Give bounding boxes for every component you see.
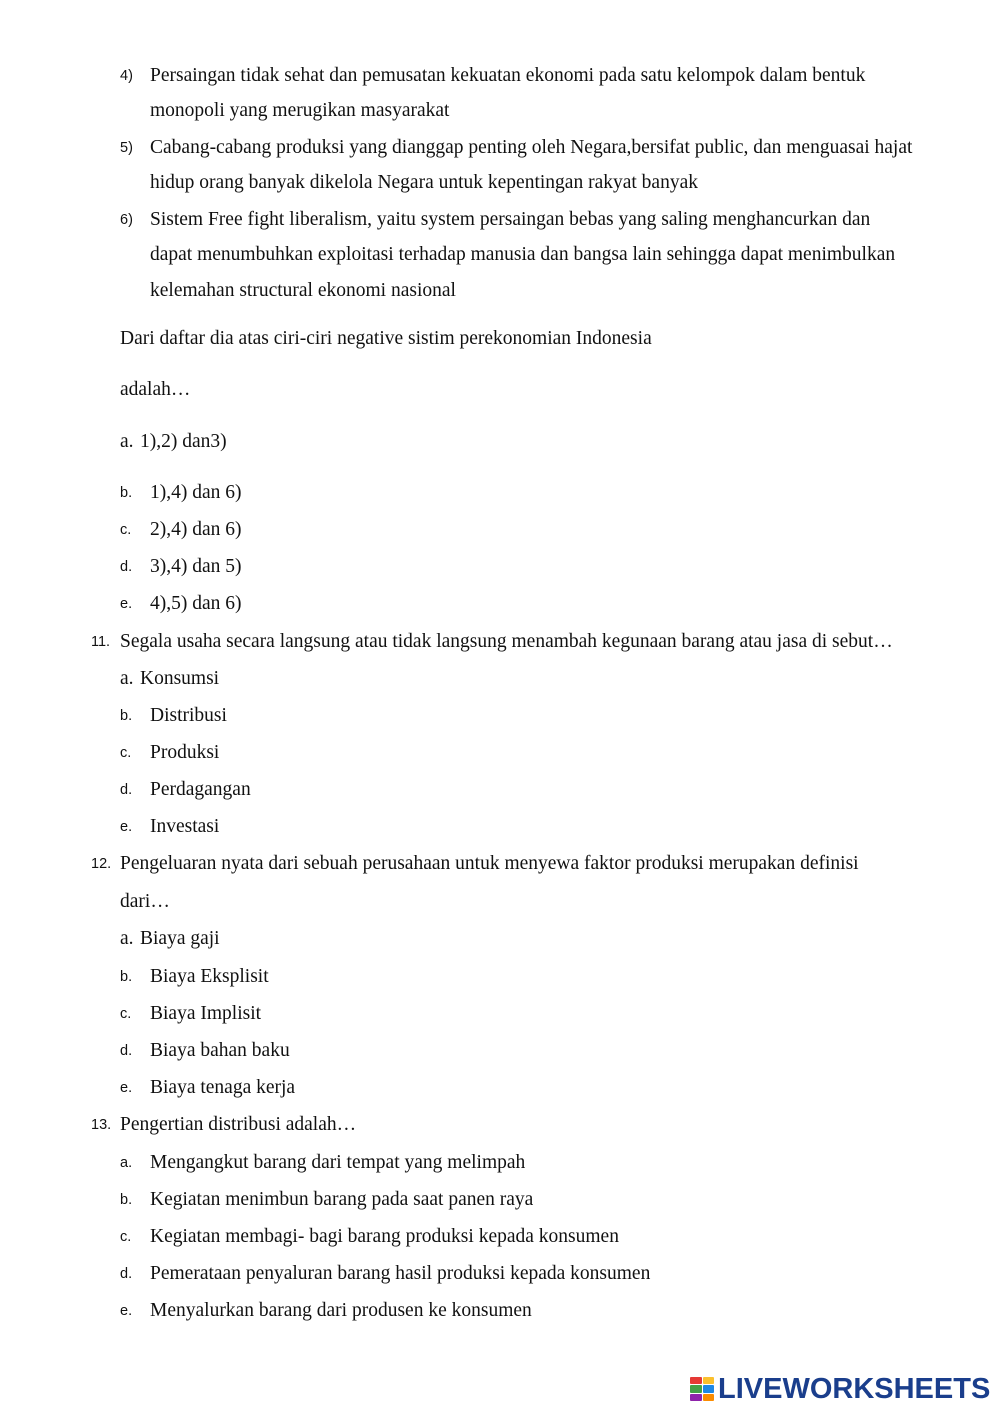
q10-option-e-letter: e. [120, 596, 133, 612]
q11-text: Segala usaha secara langsung atau tidak langsung menambah kegunaan barang atau jasa di sebut… [120, 631, 893, 652]
q13-option-c-text: Kegiatan membagi- bagi barang produksi kepada konsumen [150, 1226, 619, 1247]
q12-option-e-text: Biaya tenaga kerja [150, 1077, 296, 1098]
q11-option-d-letter: d. [120, 782, 133, 798]
q12-option-b-text: Biaya Eksplisit [150, 966, 269, 987]
q10-option-b-text: 1),4) dan 6) [150, 482, 242, 503]
q11-option-d-text: Perdagangan [150, 779, 251, 800]
q12-number: 12. [91, 856, 112, 872]
q12-option-c-text: Biaya Implisit [150, 1003, 262, 1024]
q12-text-line-1: Pengeluaran nyata dari sebuah perusahaan untuk menyewa faktor produksi merupakan definisi [120, 853, 859, 874]
q10-option-d-text: 3),4) dan 5) [150, 556, 242, 577]
q10-item-5-number: 5) [120, 140, 133, 156]
q13-option-d-letter: d. [120, 1266, 133, 1282]
q10-item-6-line-3: kelemahan structural ekonomi nasional [150, 280, 456, 301]
q12-text-line-2: dari… [120, 891, 170, 912]
q11-option-e-letter: e. [120, 819, 133, 835]
q10-item-4-number: 4) [120, 68, 133, 84]
q10-option-e-text: 4),5) dan 6) [150, 593, 242, 614]
q13-option-b-text: Kegiatan menimbun barang pada saat panen raya [150, 1189, 534, 1210]
q12-option-d-letter: d. [120, 1043, 133, 1059]
q11-option-b-letter: b. [120, 708, 133, 724]
q10-option-b-letter: b. [120, 485, 133, 501]
q12-option-a-text: Biaya gaji [140, 928, 220, 949]
q13-option-d-text: Pemerataan penyaluran barang hasil produksi kepada konsumen [150, 1263, 651, 1284]
q13-option-a-text: Mengangkut barang dari tempat yang melimpah [150, 1152, 526, 1173]
q10-stem-line-1: Dari daftar dia atas ciri-ciri negative sistim perekonomian Indonesia [120, 328, 652, 349]
q10-item-4-line-1: Persaingan tidak sehat dan pemusatan kekuatan ekonomi pada satu kelompok dalam bentuk [150, 65, 866, 86]
q10-item-6-line-1: Sistem Free fight liberalism, yaitu system persaingan bebas yang saling menghancurkan dan [150, 209, 871, 230]
q12-option-e-letter: e. [120, 1080, 133, 1096]
q10-option-c-text: 2),4) dan 6) [150, 519, 242, 540]
q10-item-5-line-1: Cabang-cabang produksi yang dianggap penting oleh Negara,bersifat public, dan menguasai hajat [150, 137, 913, 158]
q12-option-b-letter: b. [120, 969, 133, 985]
q11-option-c-text: Produksi [150, 742, 220, 763]
q10-item-4-line-2: monopoli yang merugikan masyarakat [150, 100, 450, 121]
q10-item-6-number: 6) [120, 212, 133, 228]
q13-option-e-text: Menyalurkan barang dari produsen ke konsumen [150, 1300, 532, 1321]
q10-option-a-letter: a. [120, 431, 134, 452]
q10-option-d-letter: d. [120, 559, 133, 575]
q11-option-a-letter: a. [120, 668, 134, 689]
q13-text: Pengertian distribusi adalah… [120, 1114, 357, 1135]
logo-mark-icon [690, 1377, 714, 1401]
q10-option-c-letter: c. [120, 522, 132, 538]
q11-number: 11. [91, 634, 111, 650]
q13-option-c-letter: c. [120, 1229, 132, 1245]
q11-option-c-letter: c. [120, 745, 132, 761]
q11-option-e-text: Investasi [150, 816, 220, 837]
logo-text: LIVEWORKSHEETS [718, 1373, 991, 1405]
q11-option-b-text: Distribusi [150, 705, 227, 726]
q13-option-b-letter: b. [120, 1192, 133, 1208]
q10-option-a-text: 1),2) dan3) [140, 431, 227, 452]
q13-number: 13. [91, 1117, 112, 1133]
q10-stem-line-2: adalah… [120, 379, 191, 400]
q10-item-6-line-2: dapat menumbuhkan exploitasi terhadap manusia dan bangsa lain sehingga dapat menimbulkan [150, 244, 896, 265]
q12-option-a-letter: a. [120, 928, 134, 949]
q12-option-d-text: Biaya bahan baku [150, 1040, 290, 1061]
q10-item-5-line-2: hidup orang banyak dikelola Negara untuk kepentingan rakyat banyak [150, 172, 698, 193]
q12-option-c-letter: c. [120, 1006, 132, 1022]
liveworksheets-logo [690, 1373, 990, 1405]
q13-option-a-letter: a. [120, 1155, 133, 1171]
q13-option-e-letter: e. [120, 1303, 133, 1319]
q11-option-a-text: Konsumsi [140, 668, 220, 689]
